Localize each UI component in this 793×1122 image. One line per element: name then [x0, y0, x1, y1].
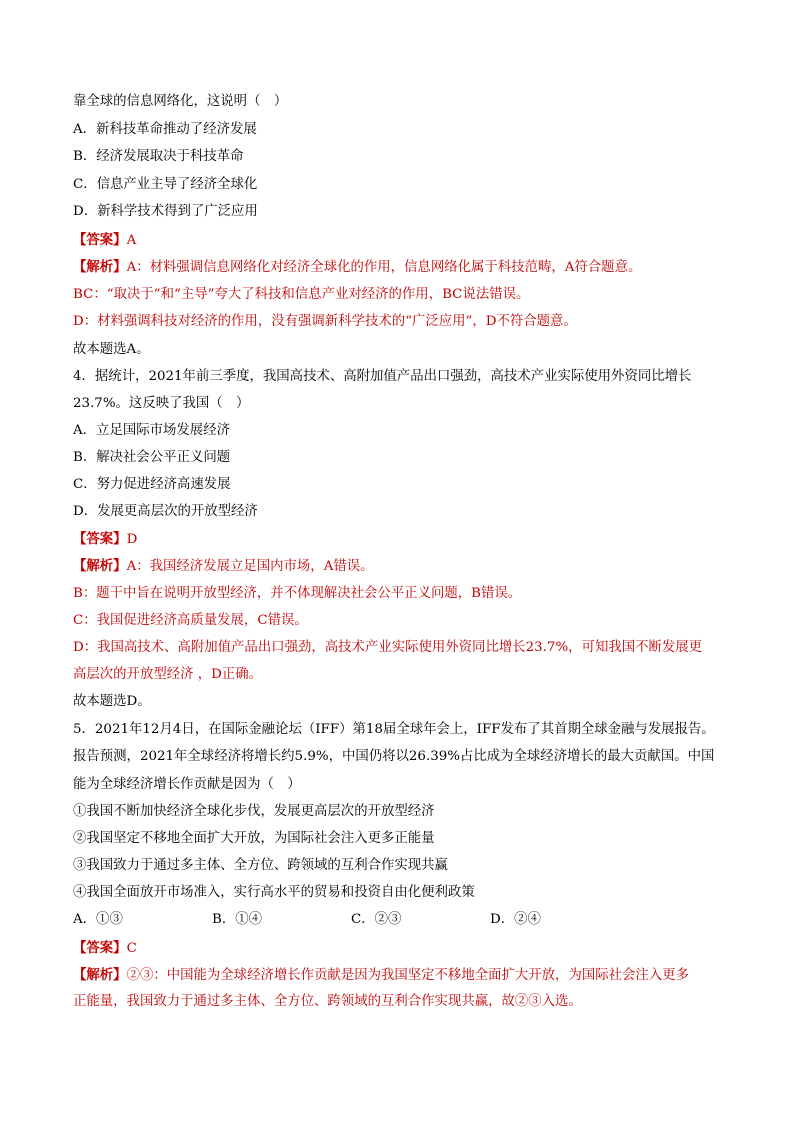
q5-stem-2: 报告预测，2021年全球经济将增长约5.9%，中国仍将以26.39%占比成为全球经济增长的最大贡献国。中国	[73, 749, 715, 764]
q3-stem: 靠全球的信息网络化，这说明（ ）	[73, 94, 288, 109]
q4-analysis-5: 高层次的开放型经济 ，D正确。	[73, 667, 263, 682]
q5-analysis-1	[73, 966, 689, 985]
analysis-text: A：材料强调信息网络化对经济全球化的作用，信息网络化属于科技范畴，A符合题意。	[126, 260, 642, 275]
q4-option-b: B．解决社会公平正义问题	[73, 450, 231, 465]
q4-option-c: C．努力促进经济高速发展	[73, 477, 231, 492]
answer-tag: 【答案】	[73, 940, 127, 956]
analysis-tag: 【解析】	[73, 558, 127, 574]
q5-statement-4: ④我国全面放开市场准入，实行高水平的贸易和投资自由化便利政策	[73, 885, 475, 900]
analysis-tag: 【解析】	[73, 259, 127, 275]
q5-options	[73, 911, 541, 929]
q4-option-d: D．发展更高层次的开放型经济	[73, 504, 258, 519]
q4-analysis-1	[73, 557, 374, 576]
q5-answer	[73, 939, 137, 958]
analysis-text: A：我国经济发展立足国内市场，A错误。	[126, 559, 374, 574]
answer-tag: 【答案】	[73, 232, 127, 248]
q4-analysis-3: C：我国促进经济高质量发展，C错误。	[73, 613, 308, 628]
q3-analysis-3: D：材料强调科技对经济的作用，没有强调新科学技术的“广泛应用”，D不符合题意。	[73, 314, 577, 329]
analysis-tag: 【解析】	[73, 967, 127, 983]
q5-option-b: B．①④	[212, 912, 263, 927]
q4-option-a: A．立足国际市场发展经济	[73, 423, 230, 438]
q5-option-a: A．①③	[73, 912, 123, 927]
q5-stem-3: 能为全球经济增长作贡献是因为（ ）	[73, 777, 301, 792]
q3-analysis-1	[73, 258, 641, 277]
q5-statement-1: ①我国不断加快经济全球化步伐，发展更高层次的开放型经济	[73, 804, 435, 819]
q4-stem-1: 4．据统计，2021年前三季度，我国高技术、高附加值产品出口强劲，高技术产业实际使用外资同比增长	[73, 369, 692, 384]
q4-analysis-2: B：题干中旨在说明开放型经济，并不体现解决社会公平正义问题，B错误。	[73, 586, 522, 601]
q4-answer	[73, 530, 137, 549]
q3-conclusion: 故本题选A。	[73, 342, 150, 357]
q4-conclusion: 故本题选D。	[73, 694, 151, 709]
answer-value: D	[126, 532, 138, 547]
answer-value: C	[126, 941, 137, 956]
q3-analysis-2: BC：“取决于”和“主导”夸大了科技和信息产业对经济的作用，BC说法错误。	[73, 287, 530, 302]
q4-stem-2: 23.7%。这反映了我国（ ）	[73, 396, 250, 411]
analysis-text: ②③：中国能为全球经济增长作贡献是因为我国坚定不移地全面扩大开放，为国际社会注入更多	[126, 968, 689, 983]
q3-option-b: B．经济发展取决于科技革命	[73, 149, 244, 164]
q5-option-c: C．②③	[351, 912, 402, 927]
answer-value: A	[126, 233, 137, 248]
q3-option-d: D．新科学技术得到了广泛应用	[73, 204, 258, 219]
q3-option-a: A．新科技革命推动了经济发展	[73, 122, 257, 137]
q5-analysis-2: 正能量，我国致力于通过多主体、全方位、跨领域的互利合作实现共赢，故②③入选。	[73, 994, 582, 1009]
q3-answer	[73, 231, 136, 250]
q4-analysis-4: D：我国高技术、高附加值产品出口强劲，高技术产业实际使用外资同比增长23.7%，可知我国不断发展更	[73, 640, 703, 655]
q5-stem-1: 5．2021年12月4日，在国际金融论坛（IFF）第18届全球年会上，IFF发布了其首期全球金融与发展报告。	[73, 722, 715, 737]
q5-statement-3: ③我国致力于通过多主体、全方位、跨领域的互利合作实现共赢	[73, 858, 448, 873]
q5-statement-2: ②我国坚定不移地全面扩大开放，为国际社会注入更多正能量	[73, 831, 435, 846]
q5-option-d: D．②④	[490, 912, 541, 927]
q3-option-c: C．信息产业主导了经济全球化	[73, 177, 258, 192]
answer-tag: 【答案】	[73, 531, 127, 547]
